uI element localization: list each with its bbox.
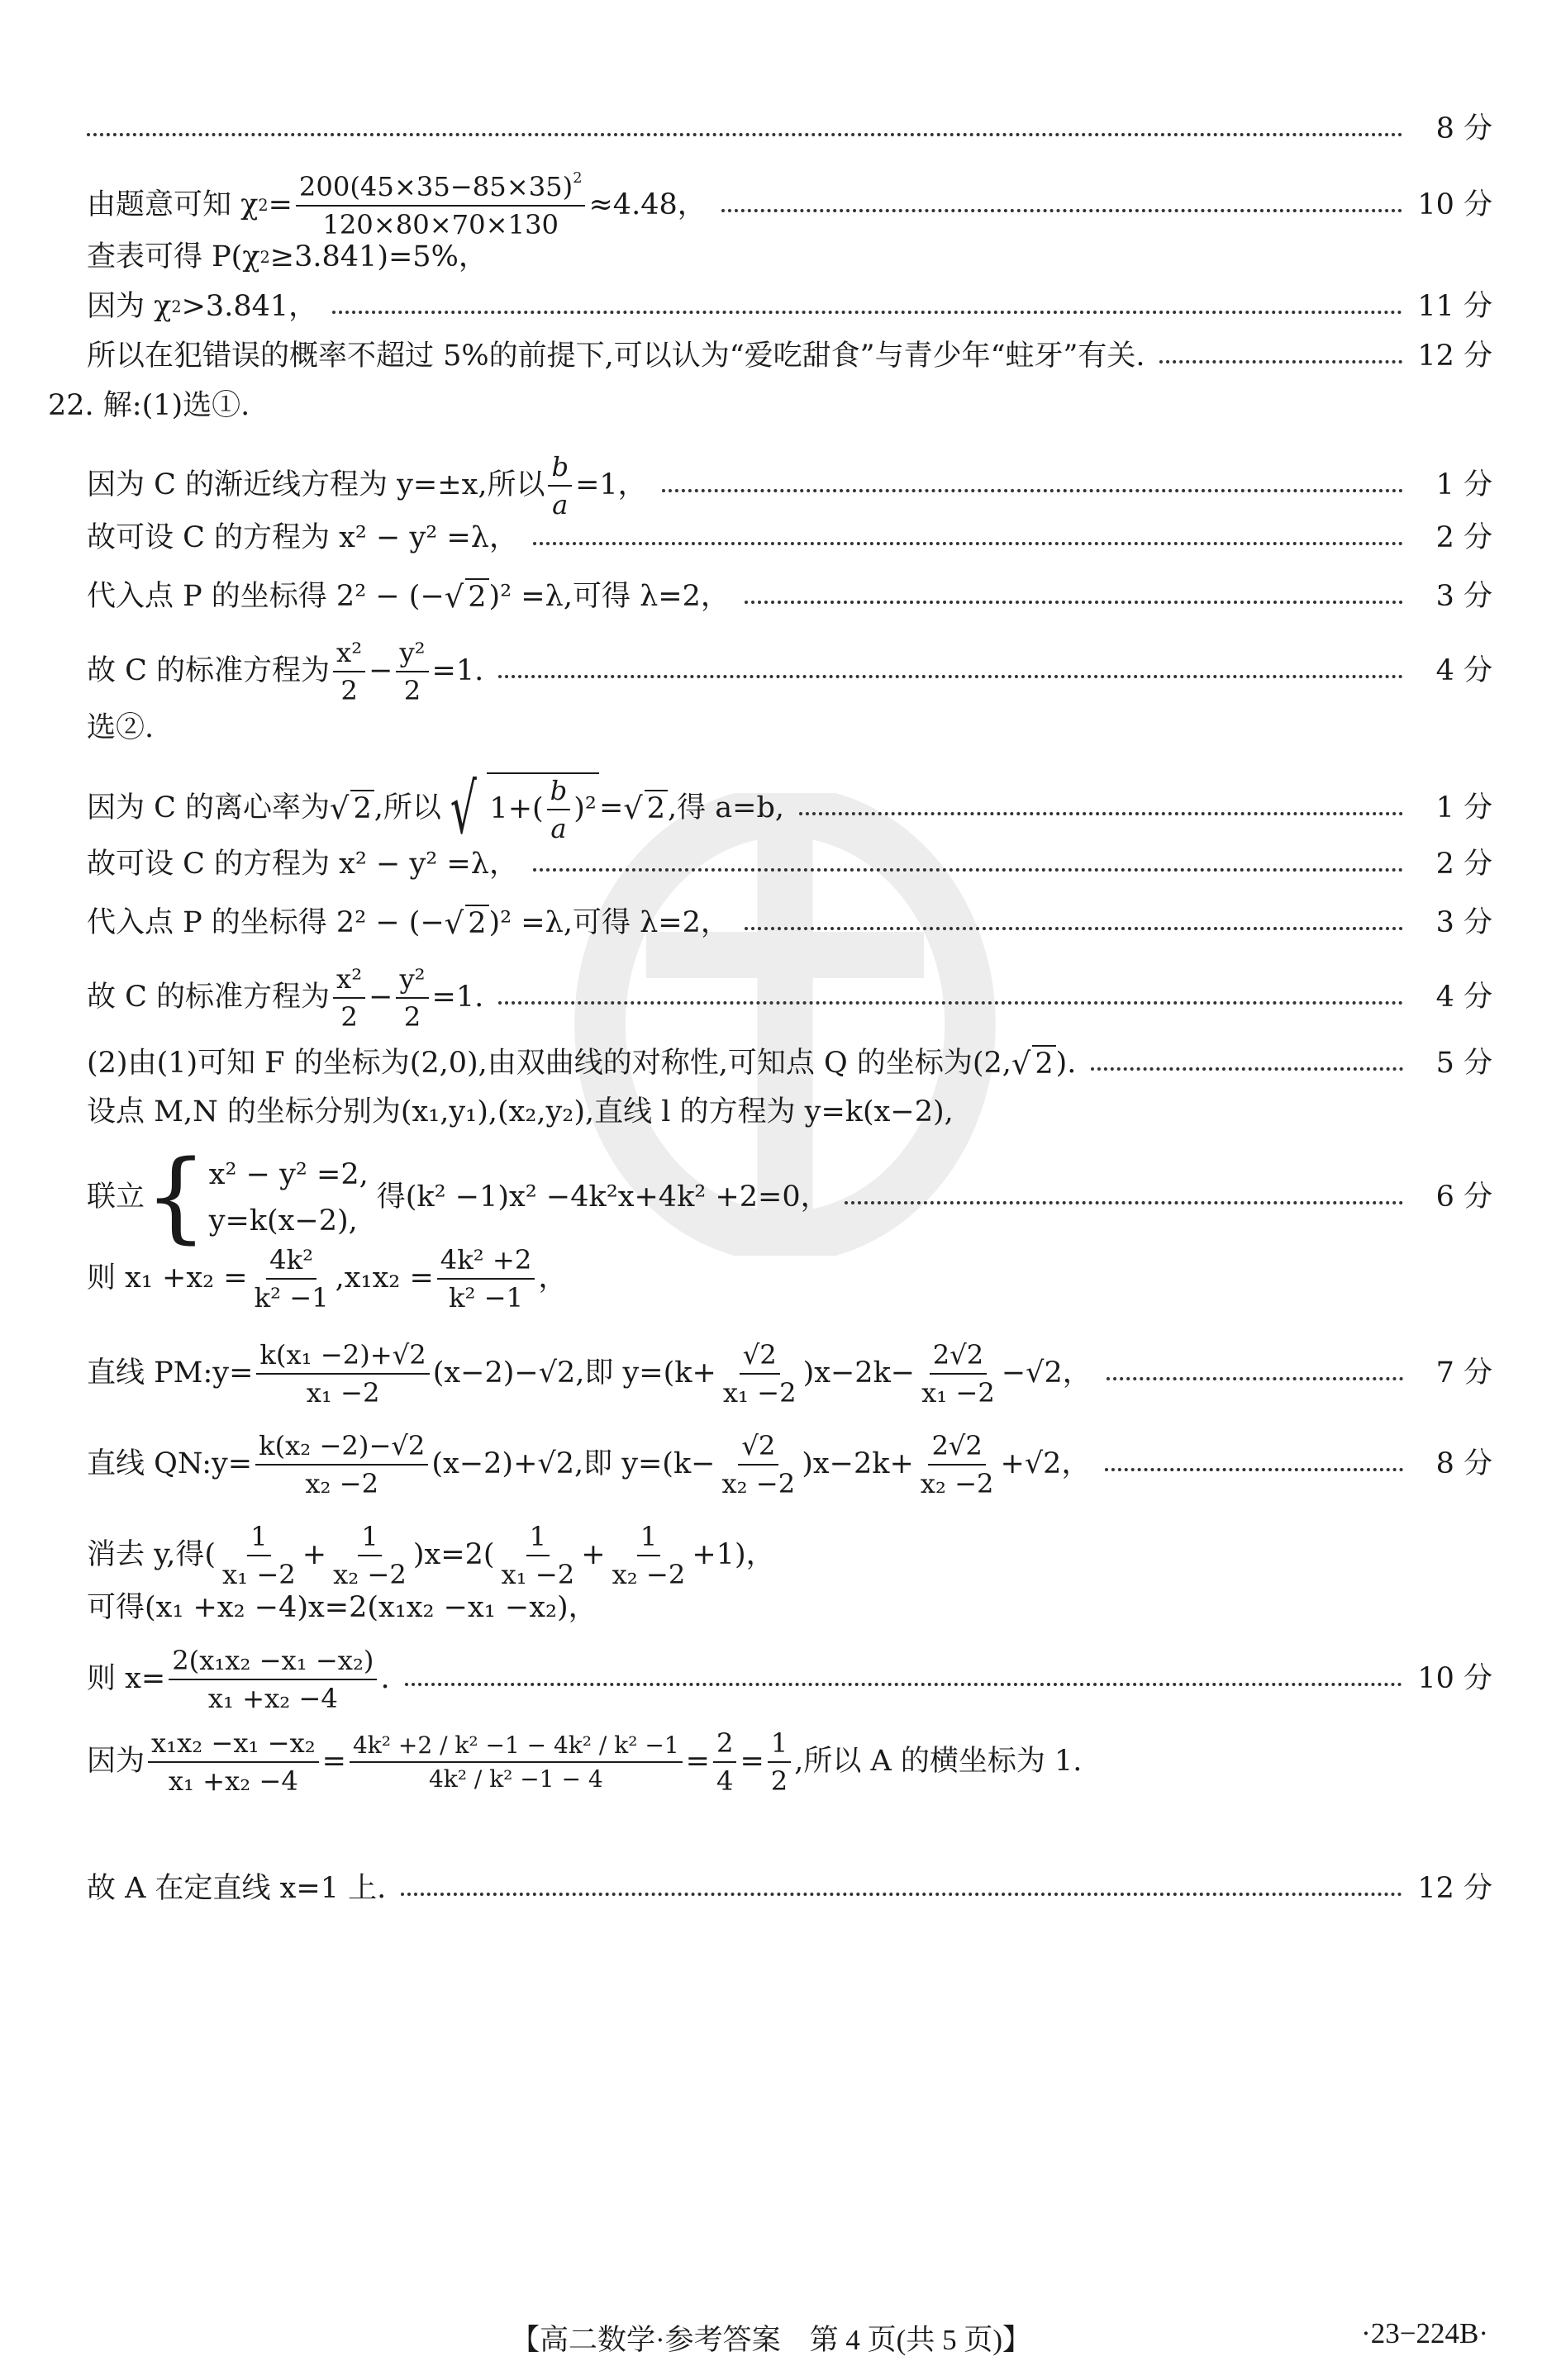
line-abscissa: 因为 $\frac{\text{x₁x₂ −x₁ −x₂}}{\text{x₁ +x₂ −4}}$ = $\frac{\text{4k² +2 / k² −1 − 4k² / k² −1}}{\text{4k² / k² −1 − 4}}$ = $\frac{2}{4}$ = $\frac{1}{2}$ ,所以 A 的横坐标为 1. bbox=[87, 1727, 1083, 1798]
score: 3 分 bbox=[1435, 906, 1492, 940]
score: 8 分 bbox=[1435, 112, 1492, 145]
line-simplify: 可得(x₁ +x₂ −4)x=2(x₁x₂ −x₁ −x₂)， bbox=[87, 1591, 597, 1624]
line-assume-equation-2: 故可设 C 的方程为 x² − y² =λ， 2 分 bbox=[87, 847, 1492, 883]
line-substitute-p-2: 代入点 P 的坐标得 2² − (− √ 2 )² =λ,可得 λ=2， 3 分 bbox=[87, 905, 1492, 941]
line-part-2-intro: (2)由(1)可知 F 的坐标为(2,0),由双曲线的对称性,可知点 Q 的坐标为(2, √ 2 ). 5 分 bbox=[87, 1046, 1492, 1081]
score: 8 分 bbox=[1435, 1447, 1492, 1481]
line-x-value: 则 x= $\frac{\text{2(x₁x₂ −x₁ −x₂)}}{\text{x₁ +x₂ −4}}$ . 10 分 bbox=[87, 1645, 1492, 1715]
line-standard-equation-2: 故 C 的标准方程为 $\frac{\text{x²}}{2}$ − $\frac{\text{y²}}{2}$ =1. 4 分 bbox=[87, 963, 1492, 1033]
score: 12 分 bbox=[1417, 340, 1492, 373]
line-set-points: 设点 M,N 的坐标分别为(x₁,y₁),(x₂,y₂),直线 l 的方程为 y=k(x−2), bbox=[87, 1095, 954, 1128]
line-pm: 直线 PM:y= $\frac{\text{k(x₁ −2)+√2}}{\text{x₁ −2}}$ (x−2)−√2,即 y=(k+ $\frac{√2}{\text{x₁ −2}}$ )x−2k− $\frac{2√2}{\text{x₁ −2}}$ −√2， 7 分 bbox=[87, 1339, 1492, 1409]
score: 7 分 bbox=[1435, 1356, 1492, 1390]
score: 6 分 bbox=[1435, 1180, 1492, 1214]
score: 2 分 bbox=[1435, 521, 1492, 554]
line-qn: 直线 QN:y= $\frac{\text{k(x₂ −2)−√2}}{\text{x₂ −2}}$ (x−2)+√2,即 y=(k− $\frac{√2}{\text{x₂ −2}}$ )x−2k+ $\frac{2√2}{\text{x₂ −2}}$ +√2， 8 分 bbox=[87, 1430, 1492, 1500]
line-system: 联立 { x² − y² =2, y=k(x−2), 得(k² −1)x² −4k²x+4k² +2=0， 6 分 bbox=[87, 1140, 1492, 1254]
line-eliminate-y: 消去 y,得( $\frac{1}{\text{x₁ −2}}$ + $\frac{1}{\text{x₂ −2}}$ )x=2( $\frac{1}{\text{x₁ −2}}$ + $\frac{1}{\text{x₂ −2}}$ +1)， bbox=[87, 1521, 775, 1591]
line-standard-equation: 故 C 的标准方程为 $\frac{\text{x²}}{2}$ − $\frac{\text{y²}}{2}$ =1. 4 分 bbox=[87, 637, 1492, 707]
score: 10 分 bbox=[1417, 1662, 1492, 1696]
line-conclusion: 所以在犯错误的概率不超过 5%的前提下,可以认为“爱吃甜食”与青少年“蛀牙”有关. 12 分 bbox=[87, 339, 1492, 375]
score: 11 分 bbox=[1417, 290, 1492, 323]
fraction: $\frac{200(45\times 35-85\times 35)^2}{120\times 80\times 70\times 130}$ bbox=[296, 169, 586, 241]
question-22-heading: 22. 解:(1)选①. bbox=[48, 389, 250, 422]
footer-title: 【高二数学·参考答案 第 4 页(共 5 页)】 bbox=[511, 2324, 1031, 2356]
score: 2 分 bbox=[1435, 848, 1492, 881]
score: 3 分 bbox=[1435, 580, 1492, 614]
score: 5 分 bbox=[1435, 1047, 1492, 1081]
score: 10 分 bbox=[1417, 188, 1492, 221]
line-assume-equation: 故可设 C 的方程为 x² − y² =λ， 2 分 bbox=[87, 520, 1492, 557]
option-2-heading: 选②. bbox=[87, 711, 155, 744]
score: 4 分 bbox=[1435, 654, 1492, 688]
line-chi-square: 由题意可知 χ 2 = $\frac{200(45\times 35-85\times 35)^2}{120\times 80\times 70\times 130}$ ≈4.48， 10 分 bbox=[87, 170, 1492, 241]
line-eccentricity: 因为 C 的离心率为 √ 2 ,所以 √ 1+( $\frac{b}{a}$ )² = √ 2 ,得 a=b, 1 分 bbox=[87, 768, 1492, 850]
score: 1 分 bbox=[1435, 791, 1492, 825]
text: 由题意可知 χ bbox=[87, 188, 259, 221]
line-dots-8 bbox=[87, 112, 1492, 148]
line-substitute-p: 代入点 P 的坐标得 2² − (− √ 2 )² =λ,可得 λ=2， 3 分 bbox=[87, 579, 1492, 615]
line-final: 故 A 在定直线 x=1 上. 12 分 bbox=[87, 1871, 1492, 1907]
line-vieta: 则 x₁ +x₂ = $\frac{\text{4k²}}{\text{k² −1}}$ ,x₁x₂ = $\frac{\text{4k² +2}}{\text{k² −1}}$ ， bbox=[87, 1244, 568, 1314]
line-table-lookup: 查表可得 P(χ 2 ≥3.841)=5%， bbox=[87, 240, 488, 273]
footer-code: ·23−224B· bbox=[1361, 2317, 1488, 2349]
score: 12 分 bbox=[1417, 1872, 1492, 1905]
score: 4 分 bbox=[1435, 981, 1492, 1014]
line-asymptote: 因为 C 的渐近线方程为 y=±x,所以 $\frac{b}{a}$ =1， 1 分 bbox=[87, 451, 1492, 521]
line-compare: 因为 χ 2 >3.841， 11 分 bbox=[87, 289, 1492, 325]
score: 1 分 bbox=[1435, 468, 1492, 502]
